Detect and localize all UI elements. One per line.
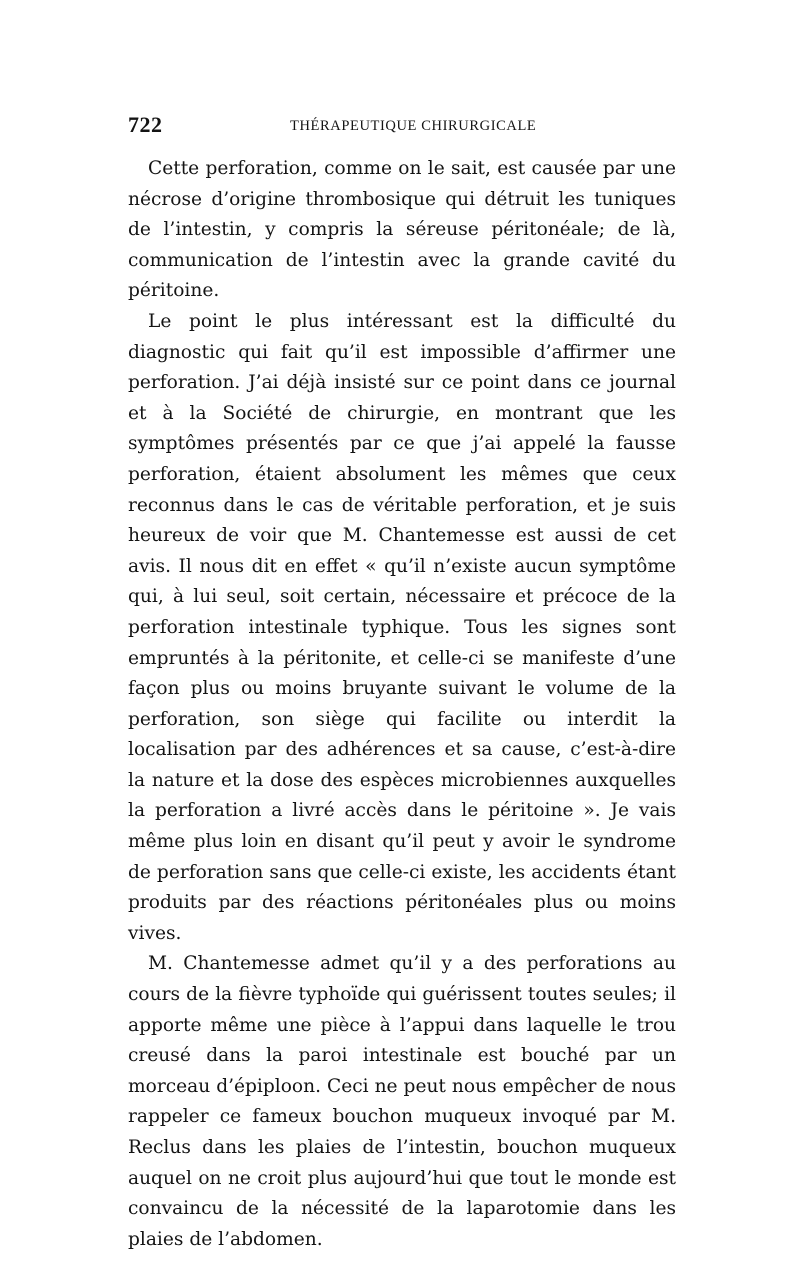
body-text [128,154,676,1255]
paragraph-perforation-cause: Cette perforation, comme on le sait, est causée par une nécrose d’origine thrombosique qui détruit les tuniques de l’intestin, y compris la séreuse péritonéale; de là, communication de l’intestin avec la grande cavité du péritoine. [128,158,676,302]
paragraph-diagnosis-difficulty: Le point le plus intéressant est la difficulté du diagnostic qui fait qu’il est impossible d’affirmer une perforation. J’ai déjà insisté sur ce point dans ce journal et à la Société de chirurgie, en montrant que les symptômes présentés par ce que j’ai appelé la fausse perforation, étaient absolument les mêmes que ceux reconnus dans le cas de véritable perforation, et je suis heureux de voir que M. Chantemesse est aussi de cet avis. Il nous dit en effet « qu’il n’existe aucun symptôme qui, à lui seul, soit certain, nécessaire et précoce de la perforation intestinale typhique. Tous les signes sont empruntés à la péritonite, et celle-ci se manifeste d’une façon plus ou moins bruyante suivant le volume de la perforation, son siège qui facilite ou interdit la localisation par des adhérences et sa cause, c’est-à-dire la nature et la dose des espèces microbiennes auxquelles la perforation a livré accès dans le péritoine ». Je vais même plus loin en disant qu’il peut y avoir le syndrome de perforation sans que celle-ci existe, les accidents étant produits par des réactions péritonéales plus ou moins vives. [128,310,676,944]
page-header [128,112,676,142]
running-title: THÉRAPEUTIQUE CHIRURGICALE [290,118,537,134]
page-number: 722 [128,112,163,137]
paragraph-spontaneous-healing: M. Chantemesse admet qu’il y a des perforations au cours de la fièvre typhoïde qui guérissent toutes seules; il apporte même une pièce à l’appui dans laquelle le trou creusé dans la paroi intestinale est bouché par un morceau d’épiploon. Ceci ne peut nous empêcher de nous rappeler ce fameux bouchon muqueux invoqué par M. Reclus dans les plaies de l’intestin, bouchon muqueux auquel on ne croit plus aujourd’hui que tout le monde est convaincu de la nécessité de la laparotomie dans les plaies de l’abdomen. [128,953,676,1250]
